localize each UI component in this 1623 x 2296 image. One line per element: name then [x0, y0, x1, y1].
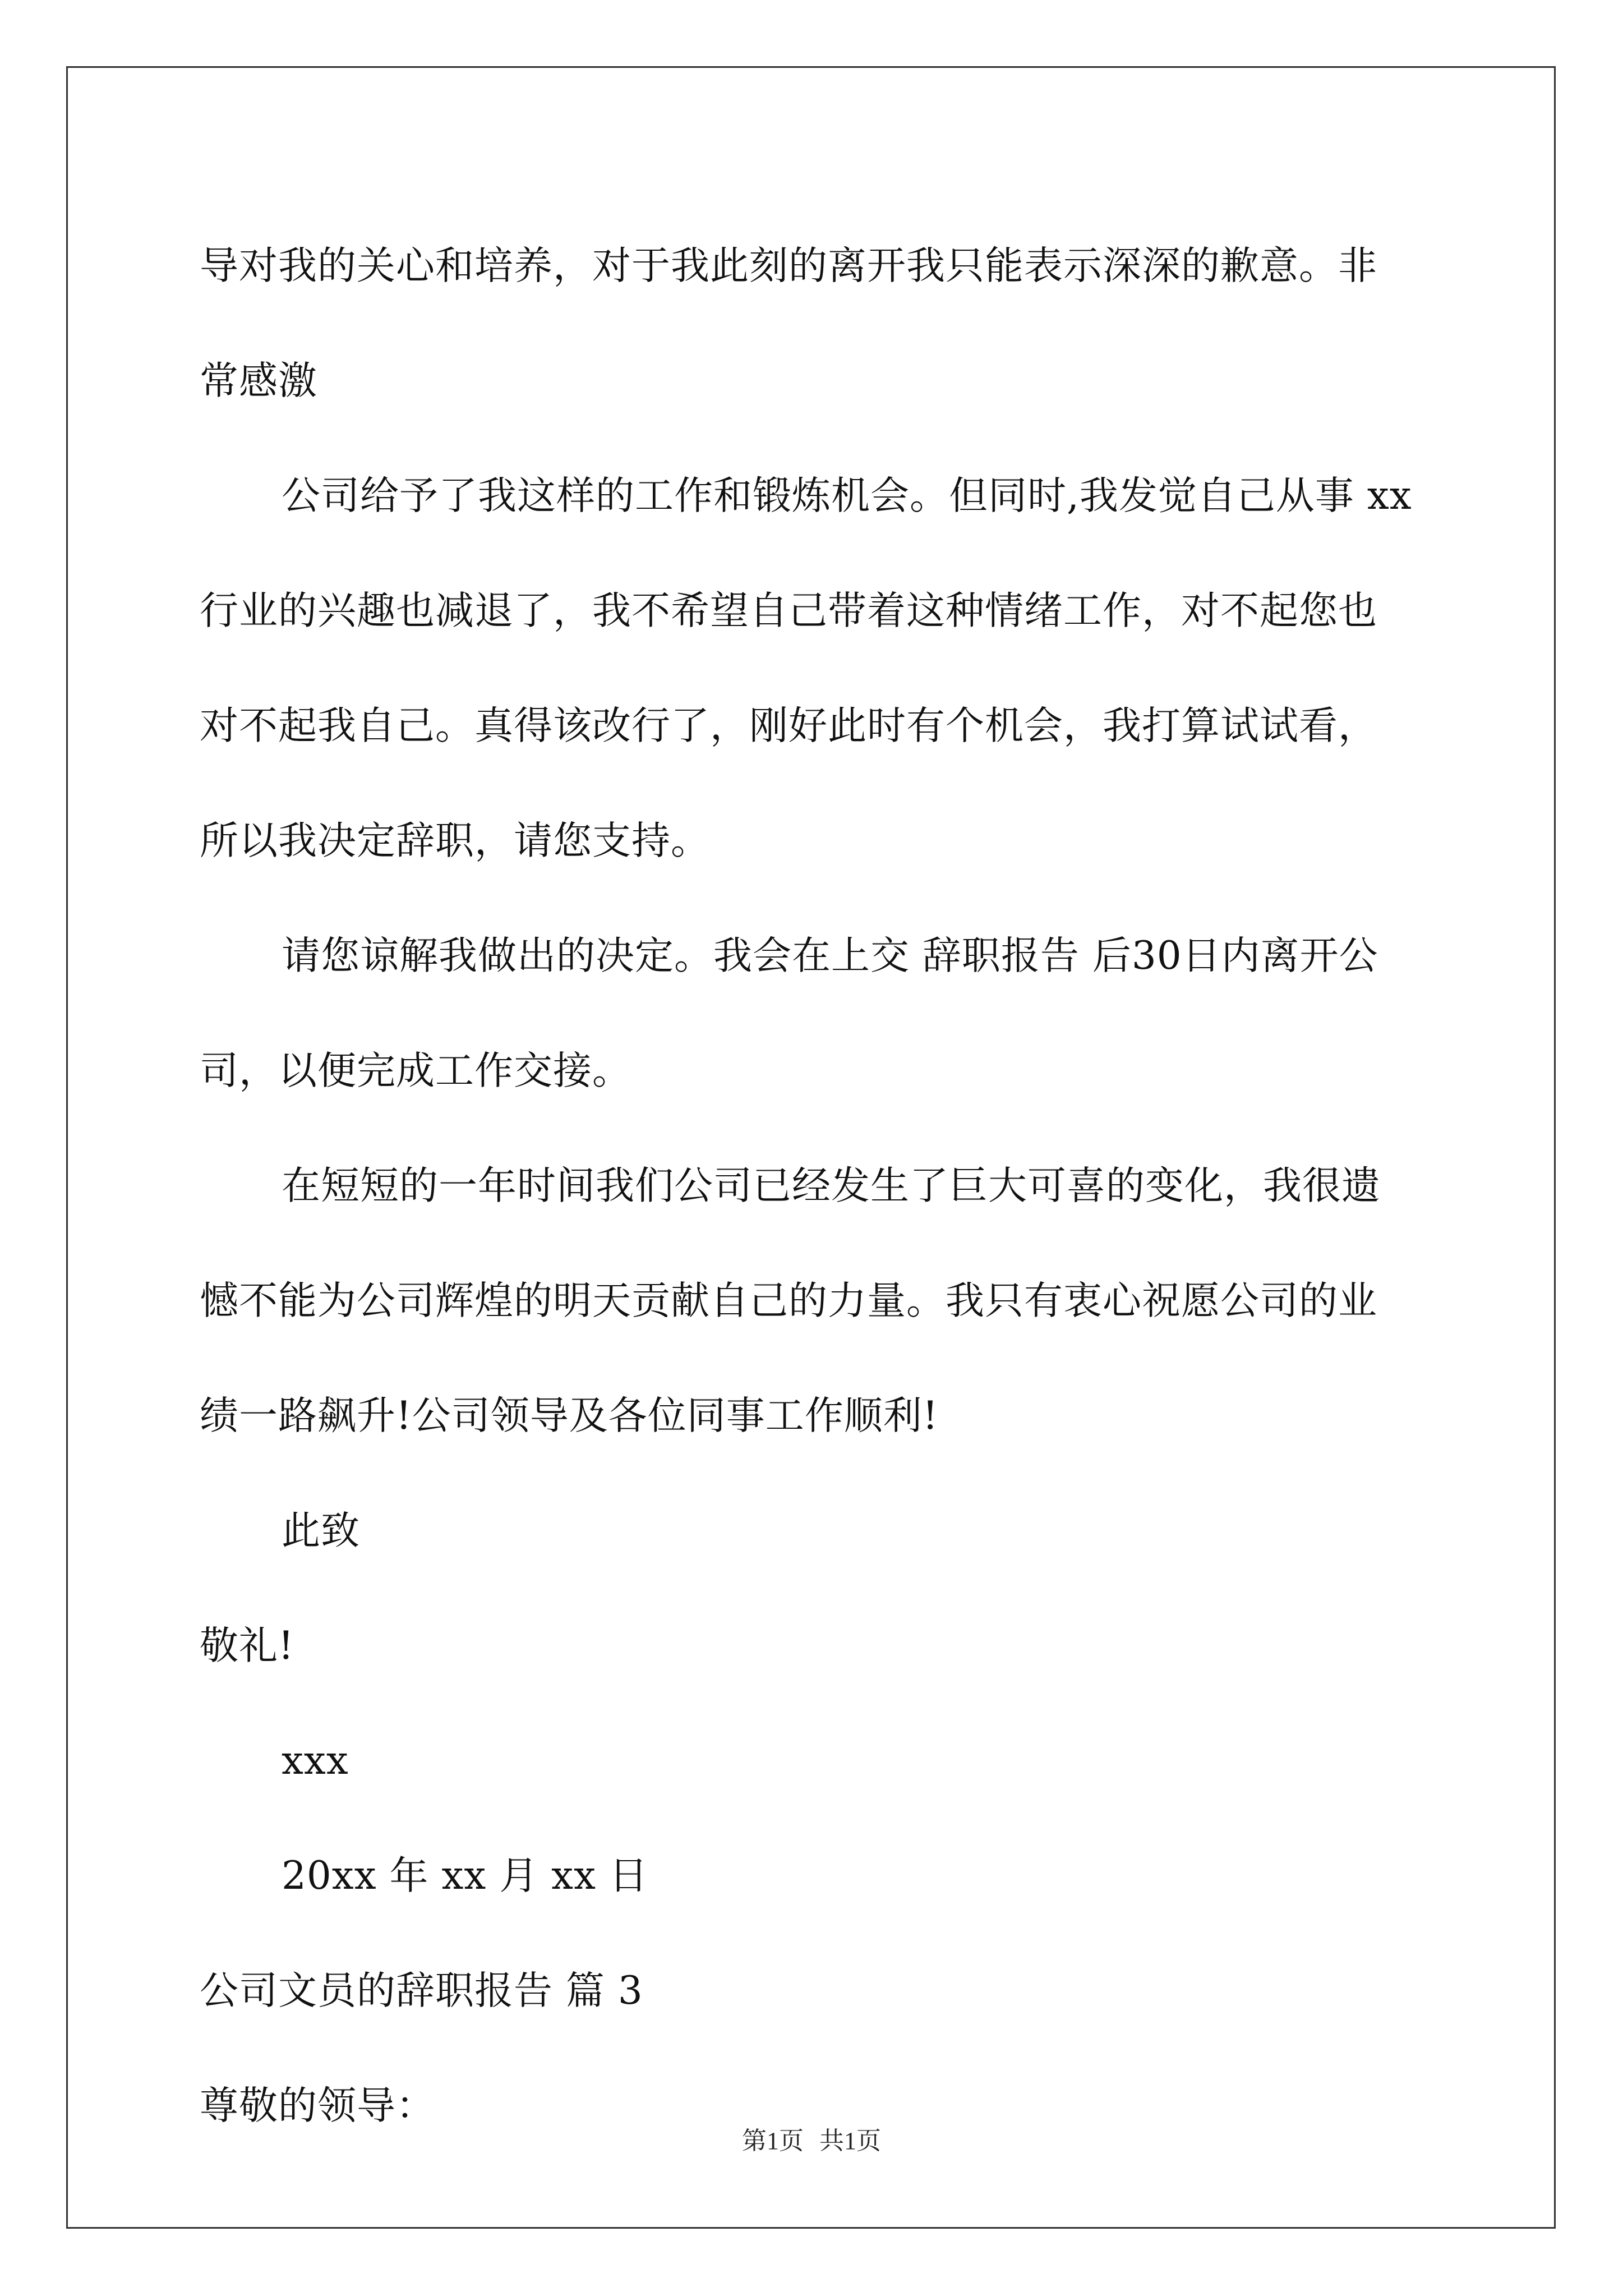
text-line: 所以我决定辞职，请您支持。 [200, 818, 710, 863]
text-line: 常感激 [200, 358, 317, 403]
page-total: 共1页 [819, 2127, 881, 2155]
page-footer [0, 2120, 1623, 2156]
greeting: 尊敬的领导： [200, 2083, 435, 2128]
text-line: 行业的兴趣也减退了，我不希望自己带着这种情绪工作，对不起您也 [200, 588, 1377, 633]
date-line: 20xx 年 xx 月 xx 日 [282, 1853, 648, 1898]
text-line: 导对我的关心和培养，对于我此刻的离开我只能表示深深的歉意。非 [200, 243, 1377, 288]
text-line: 在短短的一年时间我们公司已经发生了巨大可喜的变化，我很遗 [282, 1163, 1381, 1208]
document-body [200, 209, 1431, 2164]
text-line: 公司给予了我这样的工作和锻炼机会。但同时,我发觉自己从事 xx [282, 473, 1412, 518]
text-line: 绩一路飙升!公司领导及各位同事工作顺利! [200, 1393, 939, 1438]
text-line: 对不起我自己。真得该改行了，刚好此时有个机会，我打算试试看， [200, 703, 1377, 748]
text-line: 请您谅解我做出的决定。我会在上交 辞职报告 后30日内离开公 [282, 933, 1378, 978]
closing-salutation: 此致 [282, 1508, 360, 1553]
closing-regards: 敬礼! [200, 1623, 294, 1668]
section-title: 公司文员的辞职报告 篇 3 [200, 1968, 643, 2013]
text-line: 憾不能为公司辉煌的明天贡献自己的力量。我只有衷心祝愿公司的业 [200, 1278, 1377, 1323]
page-number: 第1页 [742, 2127, 804, 2155]
signature: xxx [282, 1738, 349, 1783]
text-line: 司，以便完成工作交接。 [200, 1048, 631, 1093]
